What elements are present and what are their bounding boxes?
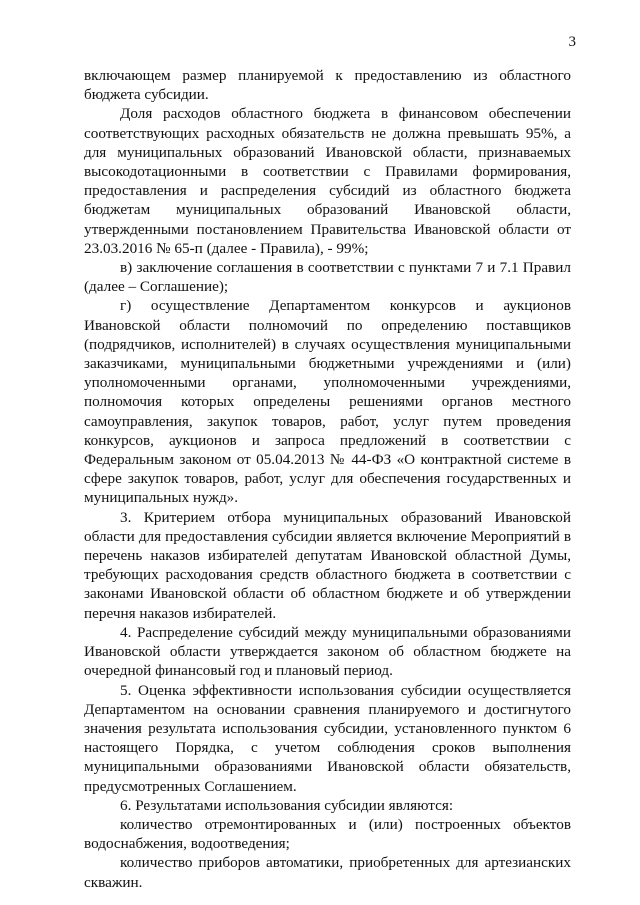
paragraph-3-criterion: 3. Критерием отбора муниципальных образований Ивановской области для предоставления субсидии является включение Мероприятий в перечень наказов избирателей депутатам Ивановской областной Думы, требующих расходования средств областного бюджета в соответствии с законами Ивановской области об областном бюджете и об утверждении перечня наказов избирателей. bbox=[84, 508, 571, 622]
paragraph-6-results: 6. Результатами использования субсидии являются: bbox=[120, 796, 454, 814]
paragraph-4-distribution: 4. Распределение субсидий между муниципальными образованиями Ивановской области утверждается законом об областном бюджете на очередной финансовый год и плановый период. bbox=[84, 623, 571, 680]
paragraph-item-g: г) осуществление Департаментом конкурсов и аукционов Ивановской области полномочий по определению поставщиков (подрядчиков, исполнителей) в случаях осуществления муниципальными заказчиками, муниципальными бюджетными учреждениями и (или) уполномоченными органами, уполномоченными учреждениями, полномочия которых определены решениями органов местного самоуправления, закупок товаров, работ, услуг путем проведения конкурсов, аукционов и запроса предложений в соответствии с Федеральным законом от 05.04.2013 № 44-ФЗ «О контрактной системе в сфере закупок товаров, работ, услуг для обеспечения государственных и муниципальных нужд». bbox=[84, 297, 571, 507]
paragraph-item-v: в) заключение соглашения в соответствии с пунктами 7 и 7.1 Правил (далее – Соглашение); bbox=[84, 259, 571, 296]
page-number: 3 bbox=[568, 34, 576, 50]
paragraph-continuation: включающем размер планируемой к предоставлению из областного бюджета субсидии. bbox=[84, 67, 571, 104]
paragraph-5-evaluation: 5. Оценка эффективности использования субсидии осуществляется Департаментом на основании сравнения планируемого и достигнутого значения результата использования субсидии, установленного пунктом 6 настоящего Порядка, с учетом соблюдения сроков выполнения муниципальными образованиями Ивановской области обязательств, предусмотренных Соглашением. bbox=[84, 681, 571, 795]
paragraph-result-objects: количество отремонтированных и (или) построенных объектов водоснабжения, водоотведения; bbox=[84, 815, 571, 853]
paragraph-result-devices: количество приборов автоматики, приобретенных для артезианских скважин. bbox=[84, 854, 571, 891]
document-body bbox=[84, 66, 571, 892]
paragraph-budget-share: Доля расходов областного бюджета в финансовом обеспечении соответствующих расходных обязательств не должна превышать 95%, а для муниципальных образований Ивановской области, признаваемых высокодотационными в соответствии с Правилами формирования, предоставления и распределения субсидий из областного бюджета бюджетам муниципальных образований Ивановской области, утвержденными постановлением Правительства Ивановской области от 23.03.2016 № 65-п (далее - Правила), - 99%; bbox=[84, 105, 571, 257]
